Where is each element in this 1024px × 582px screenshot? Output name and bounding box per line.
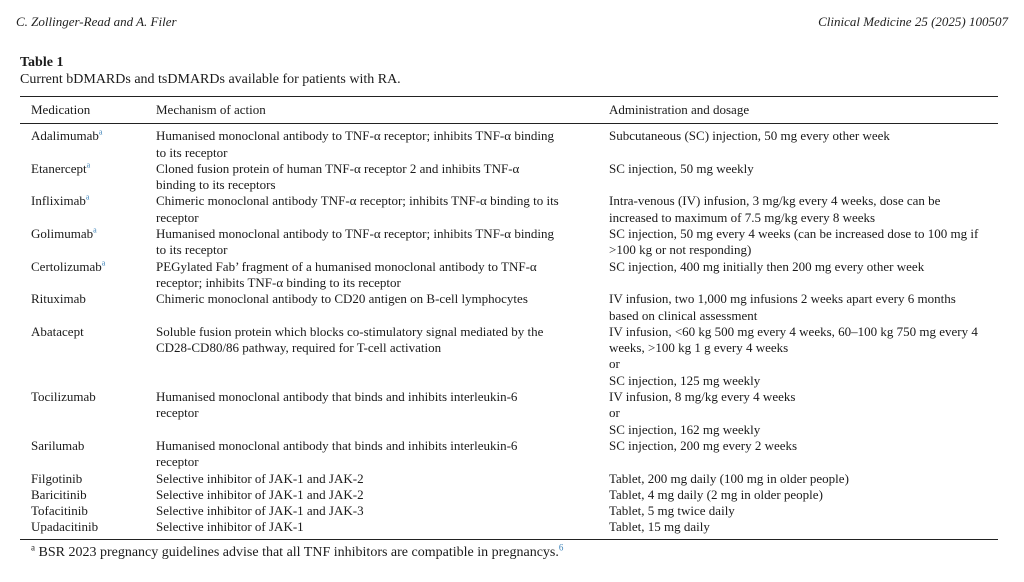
medication-name: Baricitinib bbox=[31, 486, 87, 502]
administration-cell bbox=[609, 438, 998, 471]
table-row bbox=[20, 503, 998, 519]
footnote-link[interactable]: a bbox=[86, 160, 91, 170]
table-row bbox=[20, 161, 998, 194]
mechanism-cell bbox=[156, 503, 609, 519]
footnote-link[interactable]: a bbox=[101, 258, 106, 268]
mechanism-cell bbox=[156, 389, 609, 438]
mechanism-line: Humanised monoclonal antibody to TNF-α receptor; inhibits TNF-α binding bbox=[156, 226, 555, 242]
table-row bbox=[20, 128, 998, 161]
mechanism-cell bbox=[156, 291, 609, 324]
medication-name: Filgotinib bbox=[31, 470, 83, 486]
medication-cell bbox=[20, 503, 156, 519]
medication-name: Sarilumab bbox=[31, 437, 85, 453]
mechanism-cell bbox=[156, 128, 609, 161]
medication-name: Tofacitinib bbox=[31, 503, 88, 519]
mechanism-line: Selective inhibitor of JAK-1 and JAK-2 bbox=[156, 486, 364, 502]
administration-cell bbox=[609, 193, 998, 226]
administration-line: Tablet, 5 mg twice daily bbox=[609, 503, 735, 519]
mechanism-cell bbox=[156, 471, 609, 487]
medication-cell bbox=[20, 161, 156, 194]
mechanism-cell bbox=[156, 324, 609, 389]
medication-cell bbox=[20, 291, 156, 324]
mechanism-line: Soluble fusion protein which blocks co-stimulatory signal mediated by the bbox=[156, 323, 544, 339]
administration-cell bbox=[609, 324, 998, 389]
medication-cell bbox=[20, 438, 156, 471]
administration-line: weeks, >100 kg 1 g every 4 weeks bbox=[609, 340, 789, 356]
mechanism-line: receptor bbox=[156, 405, 199, 421]
table-footnote bbox=[31, 542, 564, 561]
administration-line: >100 kg or not responding) bbox=[609, 242, 752, 258]
footnote-reference-link[interactable]: 6 bbox=[558, 542, 564, 553]
table-row bbox=[20, 389, 998, 438]
column-header-administration: Administration and dosage bbox=[609, 97, 998, 124]
mechanism-line: Selective inhibitor of JAK-1 bbox=[156, 519, 304, 535]
medication-cell bbox=[20, 128, 156, 161]
table-label: Table 1 bbox=[20, 55, 64, 70]
administration-line: SC injection, 50 mg weekly bbox=[609, 160, 754, 176]
medication-cell bbox=[20, 226, 156, 259]
footnote-link[interactable]: a bbox=[93, 225, 97, 235]
mechanism-line: Chimeric monoclonal antibody to CD20 antigen on B-cell lymphocytes bbox=[156, 291, 528, 307]
administration-line: Tablet, 15 mg daily bbox=[609, 519, 710, 535]
medication-name: Rituximab bbox=[31, 291, 86, 307]
table-body bbox=[20, 128, 998, 539]
mechanism-line: Selective inhibitor of JAK-1 and JAK-3 bbox=[156, 503, 364, 519]
medication-name: Tocilizumab bbox=[31, 389, 96, 405]
mechanism-line: Humanised monoclonal antibody that binds and inhibits interleukin-6 bbox=[156, 389, 518, 405]
mechanism-line: receptor bbox=[156, 209, 199, 225]
header-journal: Clinical Medicine 25 (2025) 100507 bbox=[818, 14, 1008, 29]
mechanism-line: Humanised monoclonal antibody to TNF-α receptor; inhibits TNF-α binding bbox=[156, 128, 555, 144]
administration-cell bbox=[609, 519, 998, 539]
mechanism-line: binding to its receptors bbox=[156, 177, 276, 193]
mechanism-line: Chimeric monoclonal antibody TNF-α receptor; inhibits TNF-α binding to its bbox=[156, 193, 559, 209]
administration-line: SC injection, 162 mg weekly bbox=[609, 421, 761, 437]
administration-line: Subcutaneous (SC) injection, 50 mg every other week bbox=[609, 128, 890, 144]
medication-cell bbox=[20, 487, 156, 503]
drug-table bbox=[20, 96, 998, 540]
administration-line: SC injection, 200 mg every 2 weeks bbox=[609, 437, 798, 453]
administration-line: increased to maximum of 7.5 mg/kg every 8 weeks bbox=[609, 209, 876, 225]
table-row bbox=[20, 324, 998, 389]
footnote-link[interactable]: a bbox=[98, 127, 103, 137]
administration-line: or bbox=[609, 405, 620, 421]
table-row bbox=[20, 259, 998, 292]
mechanism-cell bbox=[156, 226, 609, 259]
table-caption bbox=[20, 54, 401, 89]
mechanism-cell bbox=[156, 161, 609, 194]
administration-line: IV infusion, <60 kg 500 mg every 4 weeks, 60–100 kg 750 mg every 4 bbox=[609, 323, 978, 339]
administration-cell bbox=[609, 161, 998, 194]
medication-name: Infliximab bbox=[31, 193, 86, 209]
administration-cell bbox=[609, 389, 998, 438]
administration-line: or bbox=[609, 356, 620, 372]
administration-cell bbox=[609, 226, 998, 259]
administration-cell bbox=[609, 128, 998, 161]
medication-cell bbox=[20, 519, 156, 539]
mechanism-cell bbox=[156, 519, 609, 539]
table-row bbox=[20, 226, 998, 259]
mechanism-line: to its receptor bbox=[156, 242, 228, 258]
table-row bbox=[20, 291, 998, 324]
medication-name: Certolizumab bbox=[31, 258, 102, 274]
medication-name: Abatacept bbox=[31, 323, 84, 339]
mechanism-line: to its receptor bbox=[156, 144, 228, 160]
administration-cell bbox=[609, 503, 998, 519]
administration-cell bbox=[609, 291, 998, 324]
mechanism-cell bbox=[156, 259, 609, 292]
administration-cell bbox=[609, 471, 998, 487]
administration-line: SC injection, 125 mg weekly bbox=[609, 372, 761, 388]
administration-line: IV infusion, 8 mg/kg every 4 weeks bbox=[609, 389, 796, 405]
mechanism-line: Selective inhibitor of JAK-1 and JAK-2 bbox=[156, 470, 364, 486]
administration-line: Tablet, 4 mg daily (2 mg in older people) bbox=[609, 486, 823, 502]
administration-line: based on clinical assessment bbox=[609, 307, 758, 323]
administration-line: Tablet, 200 mg daily (100 mg in older people) bbox=[609, 470, 849, 486]
mechanism-cell bbox=[156, 193, 609, 226]
administration-cell bbox=[609, 487, 998, 503]
medication-cell bbox=[20, 259, 156, 292]
medication-name: Upadacitinib bbox=[31, 519, 99, 535]
column-header-mechanism: Mechanism of action bbox=[156, 97, 609, 124]
mechanism-line: PEGylated Fab’ fragment of a humanised monoclonal antibody to TNF-α bbox=[156, 258, 537, 274]
footnote-text: BSR 2023 pregnancy guidelines advise that all TNF inhibitors are compatible in pregnancys. bbox=[38, 545, 559, 560]
mechanism-line: Cloned fusion protein of human TNF-α receptor 2 and inhibits TNF-α bbox=[156, 160, 520, 176]
table-row bbox=[20, 487, 998, 503]
table-row bbox=[20, 471, 998, 487]
table-row bbox=[20, 438, 998, 471]
administration-line: SC injection, 400 mg initially then 200 mg every other week bbox=[609, 258, 925, 274]
administration-line: IV infusion, two 1,000 mg infusions 2 weeks apart every 6 months bbox=[609, 291, 956, 307]
medication-name: Golimumab bbox=[31, 226, 94, 242]
medication-cell bbox=[20, 471, 156, 487]
mechanism-line: Humanised monoclonal antibody that binds and inhibits interleukin-6 bbox=[156, 437, 518, 453]
table-title: Current bDMARDs and tsDMARDs available for patients with RA. bbox=[20, 72, 401, 87]
administration-line: Intra-venous (IV) infusion, 3 mg/kg every 4 weeks, dose can be bbox=[609, 193, 941, 209]
administration-line: SC injection, 50 mg every 4 weeks (can be increased dose to 100 mg if bbox=[609, 226, 979, 242]
medication-cell bbox=[20, 324, 156, 389]
medication-cell bbox=[20, 193, 156, 226]
medication-name: Adalimumab bbox=[31, 128, 99, 144]
mechanism-cell bbox=[156, 438, 609, 471]
table-row bbox=[20, 519, 998, 539]
header-authors: C. Zollinger-Read and A. Filer bbox=[16, 14, 177, 29]
mechanism-line: receptor; inhibits TNF-α binding to its receptor bbox=[156, 274, 401, 290]
footnote-marker: a bbox=[31, 542, 35, 553]
medication-cell bbox=[20, 389, 156, 438]
column-header-medication: Medication bbox=[20, 97, 156, 124]
table-header-row bbox=[20, 97, 998, 124]
administration-cell bbox=[609, 259, 998, 292]
mechanism-line: receptor bbox=[156, 454, 199, 470]
mechanism-cell bbox=[156, 487, 609, 503]
footnote-link[interactable]: a bbox=[85, 193, 90, 203]
running-header bbox=[16, 14, 1008, 30]
medication-name: Etanercept bbox=[31, 160, 87, 176]
table-row bbox=[20, 193, 998, 226]
mechanism-line: CD28-CD80/86 pathway, required for T-cell activation bbox=[156, 340, 442, 356]
